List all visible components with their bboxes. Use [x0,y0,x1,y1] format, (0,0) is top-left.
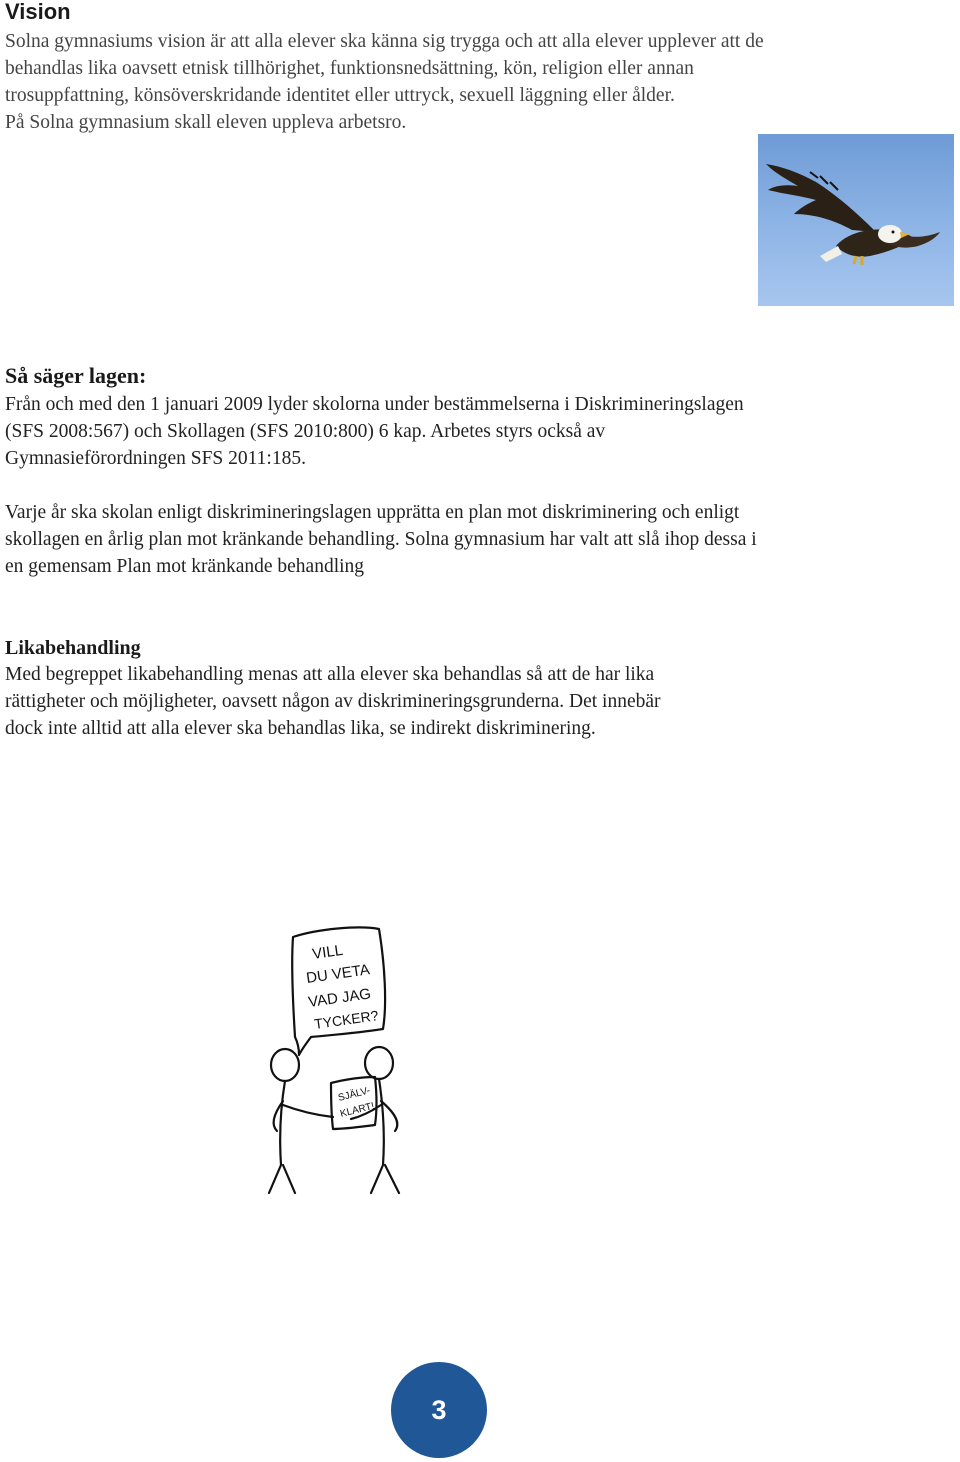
lagen-line: skollagen en årlig plan mot kränkande behandling. Solna gymnasium har valt att slå ihop dessa i [5,529,757,550]
cartoon-illustration [255,925,415,1200]
sign-line: VILL [311,941,345,963]
vision-line: Solna gymnasiums vision är att alla elever ska känna sig trygga och att alla elever upplever att de [5,31,764,52]
vision-line: På Solna gymnasium skall eleven uppleva arbetsro. [5,112,407,133]
lagen-line: en gemensam Plan mot kränkande behandling [5,556,365,577]
sign-line: VAD JAG [307,985,373,1011]
likabehandling-line: rättigheter och möjligheter, oavsett någon av diskrimineringsgrunderna. Det innebär [5,691,661,712]
likabehandling-heading: Likabehandling [5,637,141,659]
sign-line: TYCKER? [313,1007,380,1032]
vision-line: behandlas lika oavsett etnisk tillhörighet, funktionsnedsättning, kön, religion eller annan [5,58,694,79]
lagen-paragraph-2 [5,499,905,580]
vision-paragraph [5,28,885,136]
lagen-line: Från och med den 1 januari 2009 lyder skolorna under bestämmelserna i Diskrimineringslagen [5,394,744,415]
cartoon-icon [255,925,415,1200]
likabehandling-line: dock inte alltid att alla elever ska behandlas lika, se indirekt diskriminering. [5,718,596,739]
likabehandling-line: Med begreppet likabehandling menas att alla elever ska behandlas så att de har lika [5,664,655,685]
sign-line: DU VETA [305,961,371,987]
lagen-paragraph-1 [5,391,905,472]
lagen-line: Gymnasieförordningen SFS 2011:185. [5,448,306,469]
lagen-line: (SFS 2008:567) och Skollagen (SFS 2010:800) 6 kap. Arbetes styrs också av [5,421,606,442]
vision-heading: Vision [5,0,71,24]
likabehandling-paragraph [5,661,905,742]
small-sign-line: KLART! [339,1100,376,1120]
lagen-heading: Så säger lagen: [5,363,147,388]
page-number-badge: 3 [391,1362,487,1458]
eagle-icon [758,134,954,306]
vision-line: trosuppfattning, könsöverskridande identitet eller uttryck, sexuell läggning eller ålder. [5,85,675,106]
lagen-line: Varje år ska skolan enligt diskrimineringslagen upprätta en plan mot diskriminering och enligt [5,502,740,523]
eagle-photo [758,134,954,306]
small-sign-line: SJÄLV- [337,1085,372,1104]
